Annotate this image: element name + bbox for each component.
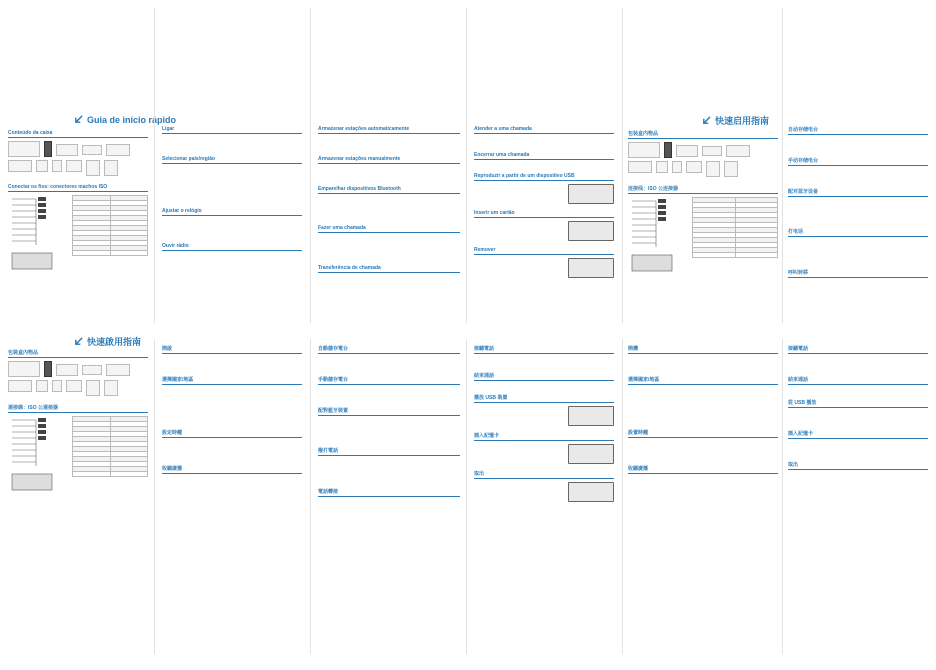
zh-cn-box-heading: 包装盒内物品 [628, 130, 778, 139]
zh-tw-region-heading: 選擇國家/地區 [162, 376, 302, 385]
pt-remove-heading: Remover [474, 247, 614, 255]
text-line [318, 176, 460, 180]
zh-tw-guide-title: 快速啟用指南 [74, 335, 141, 348]
text-line [788, 258, 928, 262]
text-line [162, 419, 302, 423]
zh-cn-r4-heading: 打电话 [788, 228, 928, 237]
mic-image [66, 380, 82, 392]
zh-tw-col-4 [474, 339, 614, 670]
mic-image [66, 160, 82, 172]
frame-image [56, 144, 78, 156]
manual-image [86, 160, 100, 176]
text-line [162, 490, 302, 494]
zh-tw-col-2 [162, 339, 302, 670]
text-line [474, 230, 564, 234]
case-image [106, 144, 130, 156]
text-line [628, 455, 778, 459]
zh-cn-box-row-1 [628, 142, 778, 158]
keys-image [36, 380, 48, 392]
remove-device-image [568, 258, 614, 278]
zh-tw-card-heading: 插入記憶卡 [474, 432, 614, 441]
card-image [104, 160, 118, 176]
fold-line [782, 8, 783, 323]
pt-call-heading: Fazer uma chamada [318, 225, 460, 233]
pt-box-items-row-2 [8, 160, 148, 176]
zh-cn-connect-heading: 连接线：ISO 公连接器 [628, 185, 778, 194]
zh-cn-r1-heading: 自动存储电台 [788, 126, 928, 135]
pt-connect-heading: Conectar os fios: conectores machos ISO [8, 184, 148, 192]
text-line [162, 267, 302, 271]
text-line [788, 147, 928, 151]
pt-bt-heading: Emparelhar dispositivos Bluetooth [318, 186, 460, 194]
zh-tw-connect-heading: 連接線：ISO 公連接器 [8, 404, 148, 413]
text-line [474, 491, 564, 495]
zh-tw-bt-heading: 配對藍牙裝置 [318, 407, 460, 416]
text-line [474, 163, 614, 167]
frame-image [676, 145, 698, 157]
zh-tw-r-clock-heading: 設置時鐘 [628, 429, 778, 438]
plate-image [82, 365, 102, 375]
plate-image [82, 145, 102, 155]
text-line [318, 215, 460, 219]
top-sheet [0, 0, 936, 331]
zh-tw-r-remove-heading: 取出 [788, 461, 928, 470]
pt-region-heading: Selecionar país/região [162, 156, 302, 164]
usb-device-image [568, 184, 614, 204]
pt-box-items-row-1 [8, 141, 148, 157]
text-line [474, 415, 564, 419]
text-line [474, 453, 564, 457]
zh-tw-r-region-heading: 選擇國家/地區 [628, 376, 778, 385]
pt-box-heading: Conteúdo da caixa [8, 130, 148, 138]
zh-tw-r-radio-heading: 收聽廣播 [628, 465, 778, 474]
pt-clock-heading: Ajustar o relógio [162, 208, 302, 216]
product-image [8, 361, 40, 377]
text-line [788, 482, 928, 486]
zh-tw-auto-heading: 自動儲存電台 [318, 345, 460, 354]
zh-tw-wire-table [72, 416, 148, 477]
text-line [162, 198, 302, 202]
text-line [474, 384, 614, 388]
fold-line [154, 339, 155, 654]
text-line [788, 366, 928, 370]
zh-tw-manual-heading: 手動儲存電台 [318, 376, 460, 385]
zh-cn-col-1 [628, 0, 778, 331]
keys-image [36, 160, 48, 172]
text-line [474, 267, 564, 271]
text-line [628, 366, 778, 370]
wiring-diagram [8, 416, 68, 486]
text-line [318, 477, 460, 481]
text-line [788, 388, 928, 392]
remote-image [664, 142, 672, 158]
pt-answer-heading: Atender a uma chamada [474, 126, 614, 134]
remote-image [44, 361, 52, 377]
bookmark-arrow-icon [74, 115, 83, 124]
wiring-diagram-svg [8, 195, 68, 275]
pt-ligar-heading: Ligar [162, 126, 302, 134]
zh-tw-answer-heading: 接聽電話 [474, 345, 614, 354]
zh-tw-r-answer-heading: 接聽電話 [788, 345, 928, 354]
frame-image [56, 364, 78, 376]
pt-manual-heading: Armazenar estações manualmente [318, 156, 460, 164]
text-line [318, 437, 460, 441]
zh-cn-wire-table [692, 197, 778, 258]
zh-cn-box-row-2 [628, 161, 778, 177]
zh-tw-end-heading: 結束通話 [474, 372, 614, 381]
zh-tw-col-6 [788, 339, 928, 670]
screws-image [52, 160, 62, 172]
text-line [162, 455, 302, 459]
fold-line [782, 339, 783, 654]
product-image [8, 141, 40, 157]
manual-image [706, 161, 720, 177]
remove-device-image [568, 482, 614, 502]
fold-line [466, 339, 467, 654]
plate-image [702, 146, 722, 156]
text-line [474, 141, 614, 145]
text-line [788, 218, 928, 222]
zh-tw-col-3 [318, 339, 460, 670]
fold-line [466, 8, 467, 323]
pt-card-heading: Inserir um cartão [474, 210, 614, 218]
text-line [474, 193, 564, 197]
zh-tw-box-row-1 [8, 361, 148, 377]
screws-image [52, 380, 62, 392]
wiring-diagram [8, 195, 68, 265]
text-line [318, 397, 460, 401]
card-device-image [568, 221, 614, 241]
zh-tw-r-power-heading: 開機 [628, 345, 778, 354]
zh-tw-remove-heading: 取出 [474, 470, 614, 479]
product-image [628, 142, 660, 158]
connector-image [8, 380, 32, 392]
pt-wire-table [72, 195, 148, 256]
zh-tw-radio-heading: 收聽廣播 [162, 465, 302, 474]
zh-tw-power-heading: 開啟 [162, 345, 302, 354]
zh-tw-transfer-heading: 電話轉接 [318, 488, 460, 497]
wiring-diagram-svg [8, 416, 68, 496]
zh-cn-guide-title: 快速启用指南 [702, 114, 769, 127]
text-line [788, 289, 928, 293]
connector-image [628, 161, 652, 173]
fold-line [622, 8, 623, 323]
wiring-diagram-svg [628, 197, 688, 277]
zh-tw-clock-heading: 設定時鐘 [162, 429, 302, 438]
text-line [162, 366, 302, 370]
zh-tw-col-5 [628, 339, 778, 670]
text-line [162, 233, 302, 237]
zh-tw-call-heading: 撥打電話 [318, 447, 460, 456]
text-line [318, 146, 460, 150]
text-line [318, 366, 460, 370]
zh-tw-r-card-heading: 插入記憶卡 [788, 430, 928, 439]
keys-image [656, 161, 668, 173]
zh-cn-r5-heading: 呼叫转移 [788, 269, 928, 278]
fold-line [154, 8, 155, 323]
usb-device-image [568, 406, 614, 426]
text-line [318, 254, 460, 258]
fold-line [622, 339, 623, 654]
pt-radio-heading: Ouvir rádio [162, 243, 302, 251]
text-line [788, 451, 928, 455]
pt-guide-title: Guia de início rápido [74, 114, 176, 125]
text-line [628, 419, 778, 423]
zh-tw-usb-heading: 播放 USB 裝置 [474, 394, 614, 403]
zh-cn-r3-heading: 配对蓝牙设备 [788, 188, 928, 197]
zh-tw-col-1 [8, 331, 148, 662]
text-line [474, 361, 614, 365]
case-image [106, 364, 130, 376]
text-line [788, 419, 928, 423]
pt-transfer-heading: Transferência de chamada [318, 265, 460, 273]
text-line [628, 490, 778, 494]
zh-tw-r-end-heading: 結束通話 [788, 376, 928, 385]
text-line [318, 280, 460, 284]
text-line [318, 504, 460, 508]
zh-cn-r2-heading: 手动存储电台 [788, 157, 928, 166]
manual-image [86, 380, 100, 396]
zh-tw-box-row-2 [8, 380, 148, 396]
zh-tw-r-usb-heading: 從 USB 播放 [788, 399, 928, 408]
card-device-image [568, 444, 614, 464]
case-image [726, 145, 750, 157]
card-image [724, 161, 738, 177]
pt-end-heading: Encerrar uma chamada [474, 152, 614, 160]
card-image [104, 380, 118, 396]
pt-auto-heading: Armazenar estações automaticamente [318, 126, 460, 134]
screws-image [672, 161, 682, 173]
pt-usb-heading: Reproduzir a partir de um dispositivo USB [474, 173, 614, 181]
bottom-sheet [0, 331, 936, 662]
zh-tw-box-heading: 包裝盒內物品 [8, 349, 148, 358]
wiring-diagram [628, 197, 688, 267]
fold-line [310, 8, 311, 323]
remote-image [44, 141, 52, 157]
connector-image [8, 160, 32, 172]
text-line [788, 178, 928, 182]
text-line [162, 146, 302, 150]
mic-image [686, 161, 702, 173]
fold-line [310, 339, 311, 654]
